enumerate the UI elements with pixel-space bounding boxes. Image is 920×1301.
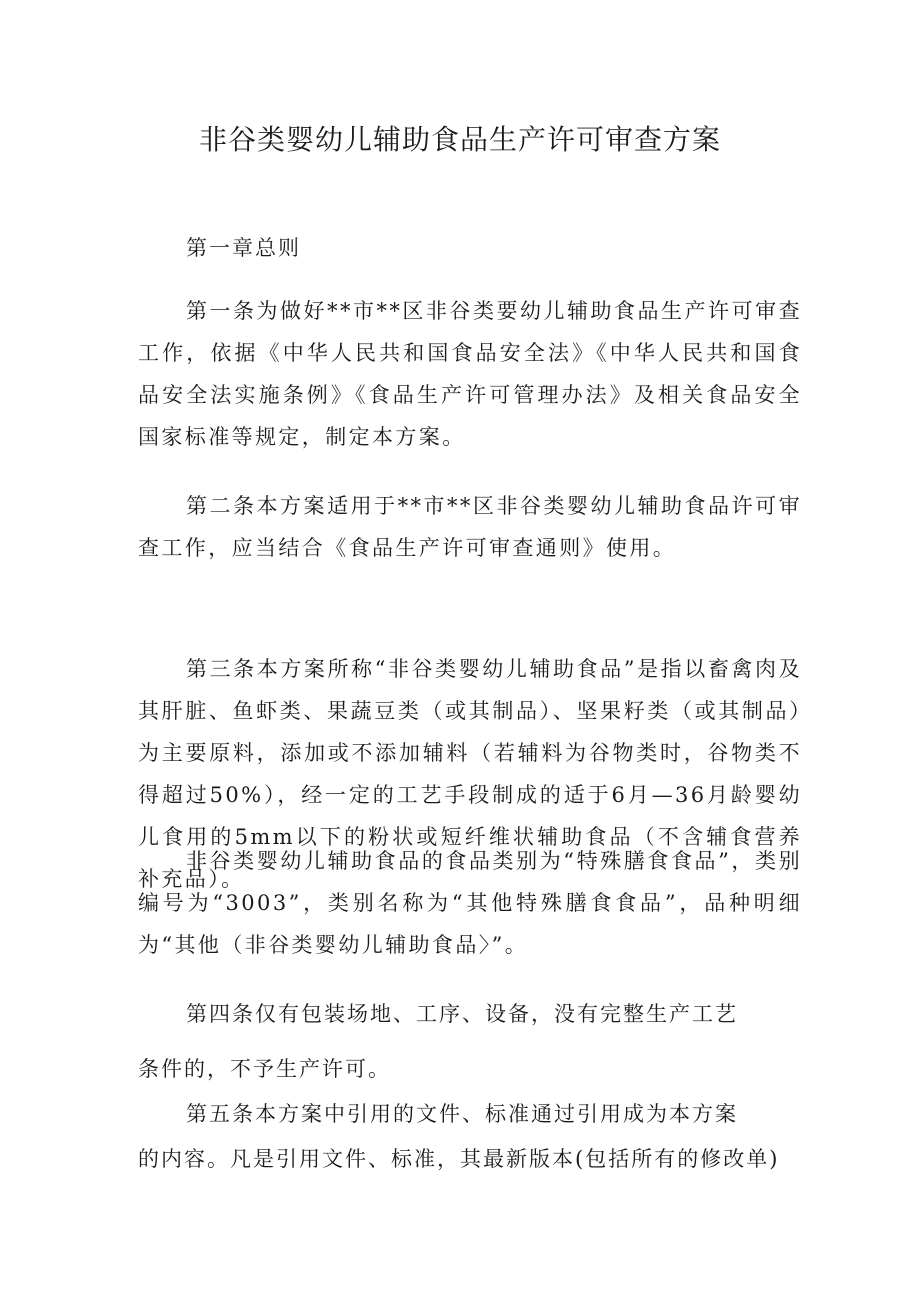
article-1-paragraph: 第一条为做好**市**区非谷类要幼儿辅助食品生产许可审查工作，依据《中华人民共和国食品安全法》《中华人民共和国食品安全法实施条例》《食品生产许可管理办法》及相关食品安全国家标准等规定，制定本方案。 xyxy=(138,299,802,449)
article-4-line-2: 条件的，不予生产许可。 xyxy=(138,1057,391,1081)
article-3-paragraph: 第三条本方案所称“非谷类婴幼儿辅助食品”是指以畜禽肉及其肝脏、鱼虾类、果蔬豆类（或其制品）、坚果籽类（或其制品）为主要原料，添加或不添加辅料（若辅料为谷物类时，谷物类不得超过50%），经一定的工艺手段制成的适于6月—36月龄婴幼儿食用的5mm以下的粉状或短纤维状辅助食品（不含辅食营养补充品）。 xyxy=(138,657,802,891)
article-2-paragraph: 第二条本方案适用于**市**区非谷类婴幼儿辅助食品许可审查工作，应当结合《食品生产许可审查通则》使用。 xyxy=(138,494,802,560)
article-4-line-1: 第四条仅有包装场地、工序、设备，没有完整生产工艺 xyxy=(186,1002,738,1026)
document-title: 非谷类婴幼儿辅助食品生产许可审查方案 xyxy=(198,123,721,156)
chapter-heading: 第一章总则 xyxy=(186,236,301,260)
article-5-line-1: 第五条本方案中引用的文件、标准通过引用成为本方案 xyxy=(186,1102,738,1126)
article-5-line-2: 的内容。凡是引用文件、标准，其最新版本(包括所有的修改单) xyxy=(138,1147,780,1171)
food-category-paragraph: 非谷类婴幼儿辅助食品的食品类别为“特殊膳食食品”，类别编号为“3003”，类别名称为“其他特殊膳食食品”，品种明细为“其他（非谷类婴幼儿辅助食品〉”。 xyxy=(138,849,802,957)
